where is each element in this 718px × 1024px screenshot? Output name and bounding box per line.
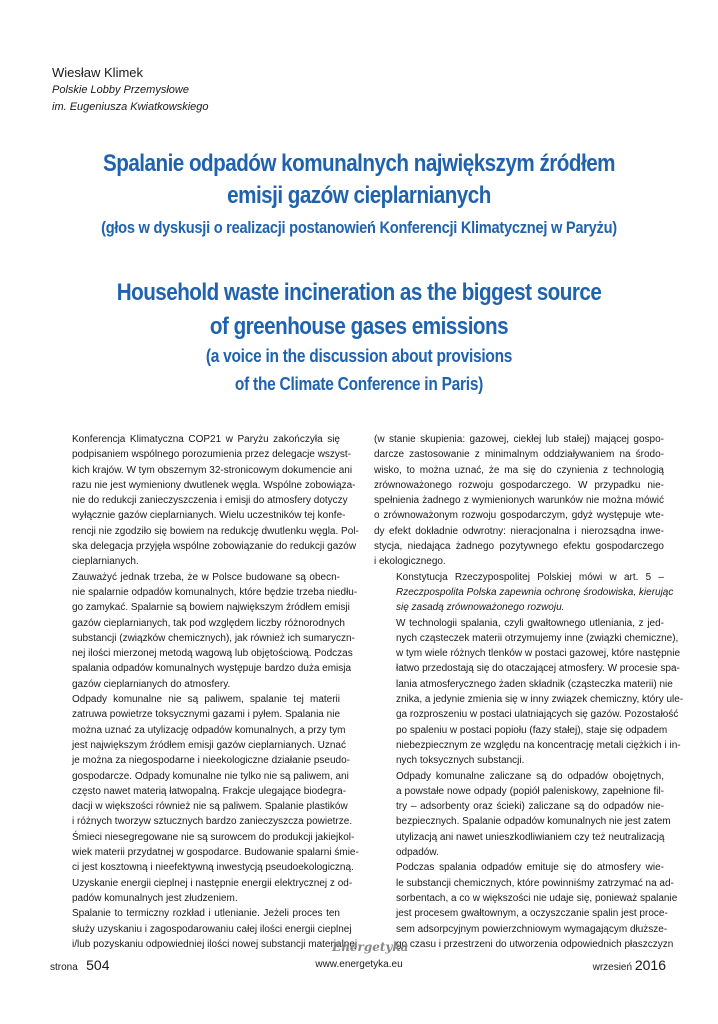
text-line: się zasadą zrównoważonego rozwoju. — [396, 602, 565, 614]
text-line: często nawet materią łatwopalną. Frakcje ulegające biodegra- — [72, 785, 347, 797]
text-line: odpadów. — [396, 847, 439, 859]
text-line: go zamykać. Spalarnie są bowiem największym źródłem emisji — [72, 602, 350, 614]
text-line: nie do redukcji zanieczyszczenia i emisji do atmosfery dotyczy — [72, 495, 348, 507]
text-line: i ekologicznego. — [374, 556, 446, 568]
subtitle-english-line: of the Climate Conference in Paris) — [234, 374, 484, 394]
text-line: jest procesem gwałtownym, a oczyszczanie spalin jest proce- — [396, 908, 668, 920]
text-line: zatruwa powietrze toksycznymi gazami i pyłem. Spalania nie — [72, 709, 340, 721]
text-line: jest największym źródłem emisji gazów cieplarnianych. Uznać — [72, 739, 346, 751]
text-line: sorbentach, a co w większości nie udaje się, ponieważ spalanie — [396, 892, 678, 904]
title-polish — [50, 148, 667, 212]
text-line: Odpady komunalne nie są paliwem, spalanie tej materii — [72, 694, 340, 706]
paragraph — [374, 769, 671, 861]
subtitle-polish-line: (głos w dyskusji o realizacji postanowień Konferencji Klimatycznej w Paryżu) — [101, 218, 617, 237]
text-line: darcze zastosowanie z minimalnym oddziaływaniem na środo- — [374, 449, 664, 461]
text-line: le substancji chemicznych, które powinniśmy zatrzymać na ad- — [396, 877, 674, 889]
text-line: wyłącznie gazów cieplarnianych. Wielu uczestników tej konfe- — [72, 510, 346, 522]
paragraph — [50, 432, 359, 570]
paragraph — [50, 692, 359, 906]
paragraph — [50, 570, 358, 692]
text-line: wisko, to można uznać, że ma się do czynienia z technologią — [374, 464, 664, 476]
text-line: w tym wiele różnych tlenków w postaci gazowej, które następnie — [396, 648, 681, 660]
title-polish-line: emisji gazów cieplarnianych — [227, 182, 491, 209]
text-line: nych cząsteczek materii otrzymujemy inne (związki chemiczne), — [396, 632, 679, 644]
text-line: znika, a jedynie zmienia się w inny związek chemiczny, który ule- — [396, 694, 684, 706]
text-line: dacji w większości również nie są paliwem. Spalanie plastików — [72, 801, 348, 813]
text-line: i różnych tworzyw sztucznych bardzo zanieczyszcza powietrze. — [72, 816, 353, 828]
journal-logo: Energetyka — [332, 940, 409, 954]
text-line: niebezpiecznym ze względu na koncentrację metali ciężkich i in- — [396, 739, 681, 751]
page-label: strona — [50, 962, 78, 973]
text-line: można uznać za utylizację odpadów komunalnych, a przy tym — [72, 724, 346, 736]
text-line: rencji nie zgodziło się bowiem na redukcję dwutlenku węgla. Pol- — [72, 525, 359, 537]
text-line: ci jest kosztowną i nieefektywną inwestycją pseudoekologiczną. — [72, 862, 354, 874]
text-line: i/lub pozyskaniu odpowiedniej ilości nowej substancji materialnej — [72, 938, 358, 950]
title-english-line: Household waste incineration as the biggest source — [116, 279, 602, 306]
paragraph — [374, 570, 674, 616]
text-line: dy efekt dokładnie odwrotny: nieracjonalna i nierozsądna inwe- — [374, 525, 664, 537]
text-line: gospodarcze. Odpady komunalne nie tylko nie są paliwem, ani — [72, 770, 349, 782]
text-line: sem adsorpcyjnym powierzchniowym wymagającym dłuższe- — [396, 923, 668, 935]
text-line: ga rozproszeniu w postaci ulatniających się gazów. Pozostałość — [396, 709, 679, 721]
text-line: Zauważyć jednak trzeba, że w Polsce budowane są obecn- — [72, 571, 340, 583]
paragraph — [374, 616, 684, 769]
text-line: o zrównoważonym rozwoju gospodarczym, gdyż występuje wte- — [374, 510, 664, 522]
title-polish-line: Spalanie odpadów komunalnych największym źródłem — [102, 150, 615, 177]
text-line: Konstytucja Rzeczypospolitej Polskiej mówi w art. 5 – — [396, 571, 664, 583]
paragraph — [374, 432, 664, 570]
text-line: utylizacją ani nawet unieszkodliwianiem czy też neutralizacją — [396, 831, 665, 843]
subtitle-english-line: (a voice in the discussion about provisions — [205, 346, 513, 366]
text-line: padów komunalnych jest złudzeniem. — [72, 892, 238, 904]
body-column-left — [50, 432, 359, 952]
text-line: razu nie jest wymieniony dwutlenek węgla. Wspólne zobowiąza- — [72, 479, 356, 491]
subtitle-polish — [50, 216, 667, 240]
author-block — [52, 64, 209, 116]
text-line: nej ilości mierzonej metodą wagową lub objętościową. Podczas — [72, 648, 353, 660]
text-line: ska delegacja przyjęła wspólne zobowiązanie do redukcji gazów — [72, 541, 357, 553]
text-line: po spaleniu w postaci popiołu (fazy stałej), staje się odpadem — [396, 724, 668, 736]
subtitle-english — [50, 342, 667, 398]
text-line: zrównoważonego rozwoju gospodarczego. W przypadku nie- — [374, 479, 664, 491]
text-line: go czasu i przestrzeni do utworzenia odpowiednich płaszczyzn — [396, 938, 674, 950]
text-line: W technologii spalania, czyli gwałtownego utleniania, z jed- — [396, 617, 664, 629]
text-line: Spalanie to termiczny rozkład i utlenianie. Jeżeli proces ten — [72, 908, 340, 920]
paragraph — [50, 906, 358, 952]
text-line: Odpady komunalne zaliczane są do odpadów obojętnych, — [396, 770, 664, 782]
text-line: cieplarnianych. — [72, 556, 139, 568]
text-line: spełnienia żadnego z wymienionych warunków nie można mówić — [374, 495, 664, 507]
page-number: 504 — [86, 957, 110, 973]
footer-date — [593, 958, 666, 975]
text-line: substancji (związków chemicznych), jak również ich sumaryczn- — [72, 632, 355, 644]
issue-year: 2016 — [634, 957, 666, 973]
text-line: gazów cieplarnianych, tak pod względem liczby różnorodnych — [72, 617, 345, 629]
author-affiliation-1: Polskie Lobby Przemysłowe — [52, 84, 189, 96]
text-line: podpisaniem wspólnego porozumienia przez delegacje wszyst- — [72, 449, 352, 461]
text-line: (w stanie skupienia: gazowej, ciekłej lub stałej) mającej gospo- — [374, 434, 664, 445]
text-line: Konferencja Klimatyczna COP21 w Paryżu zakończyła się — [72, 434, 340, 445]
text-line: Podczas spalania odpadów emituje się do atmosfery wie- — [396, 862, 664, 874]
text-line: bezpiecznych. Spalanie odpadów komunalnych nie jest zatem — [396, 816, 671, 828]
text-line: wiek materii przydatnej w gospodarce. Budowanie spalarni śmie- — [72, 847, 359, 859]
text-line: stycja, niedająca żadnego pozytywnego efektu gospodarczego — [374, 541, 664, 553]
text-line: a powstałe nowe odpady (popiół paleniskowy, zapełnione fil- — [396, 785, 664, 797]
title-english — [50, 276, 667, 344]
text-line: służy uzyskaniu i zagospodarowaniu całej ilości energii cieplnej — [72, 923, 352, 935]
text-line: nych toksycznych substancji. — [396, 755, 525, 767]
issue-month: wrzesień — [592, 962, 633, 973]
text-line: lania atmosferycznego żaden składnik (cząsteczka materii) nie — [396, 678, 673, 690]
text-line: spalania odpadów komunalnych występuje bardzo duża emisja — [72, 663, 352, 675]
paragraph — [374, 860, 678, 952]
title-english-line: of greenhouse gases emissions — [209, 313, 509, 340]
text-line: gazów cieplarnianych do atmosfery. — [72, 678, 231, 690]
footer-url[interactable]: www.energetyka.eu — [315, 959, 403, 970]
text-line: nie spalarnie odpadów komunalnych, które będzie trzeba niedłu- — [72, 586, 358, 598]
text-line: Uzyskanie energii cieplnej i następnie energii elektrycznej z od- — [72, 877, 353, 889]
text-line: je można za niegospodarne i nieekologiczne działanie pseudo- — [72, 755, 350, 767]
text-line: łatwo przedostają się do otaczającej atmosfery. W procesie spa- — [396, 663, 680, 675]
author-affiliation-2: im. Eugeniusza Kwiatkowskiego — [52, 101, 209, 113]
text-line: Rzeczpospolita Polska zapewnia ochronę środowiska, kierując — [396, 586, 674, 598]
author-name: Wiesław Klimek — [52, 65, 144, 80]
body-column-right — [374, 432, 684, 952]
text-line: kich krajów. W tym obszernym 32-stronicowym dokumencie ani — [72, 464, 353, 476]
text-line: Śmieci niesegregowane nie są surowcem do produkcji jakiejkol- — [72, 831, 355, 843]
text-line: try – adsorbenty oraz ścieki) zaliczane są do odpadów nie- — [396, 801, 664, 813]
